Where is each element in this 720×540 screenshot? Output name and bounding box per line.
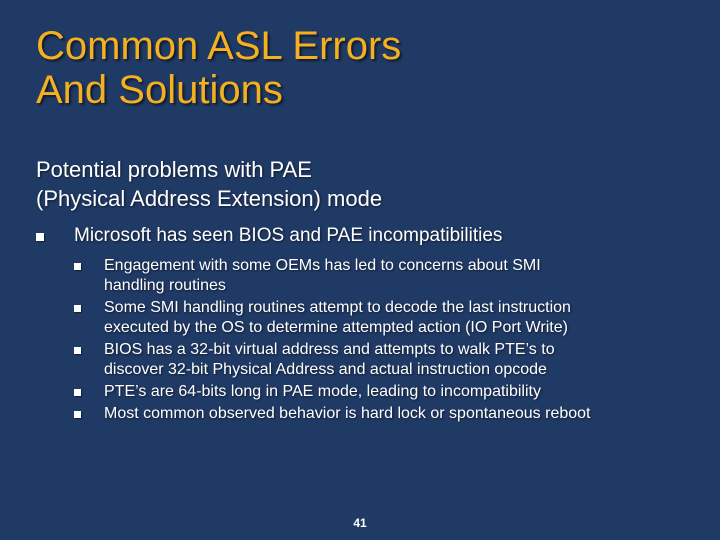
sub-bullet [74,256,714,296]
page-number: 41 [353,516,367,530]
sub-bullet-line: Engagement with some OEMs has led to concerns about SMI [104,257,541,274]
sub-bullet [74,382,714,402]
square-bullet-icon [74,263,81,270]
square-bullet-icon [36,233,44,241]
title-line-1: Common ASL Errors [36,24,402,68]
sub-bullet-line: BIOS has a 32-bit virtual address and attempts to walk PTE’s to [104,341,555,358]
main-bullet-text: Microsoft has seen BIOS and PAE incompatibilities [74,225,503,246]
square-bullet-icon [74,305,81,312]
sub-bullet-line: Most common observed behavior is hard lock or spontaneous reboot [104,405,591,422]
intro-line-1: Potential problems with PAE [36,157,312,182]
sub-bullet-line: PTE’s are 64-bits long in PAE mode, leading to incompatibility [104,383,541,400]
sub-bullet-line: handling routines [104,277,226,294]
intro-text [36,155,696,213]
sub-bullet [74,340,714,380]
sub-bullet-line: executed by the OS to determine attempted action (IO Port Write) [104,319,568,336]
title-line-2: And Solutions [36,68,283,112]
slide-title [36,24,696,112]
square-bullet-icon [74,347,81,354]
intro-line-2: (Physical Address Extension) mode [36,186,383,211]
sub-bullet [74,298,714,338]
sub-bullet-list [74,256,714,426]
square-bullet-icon [74,411,81,418]
sub-bullet-line: Some SMI handling routines attempt to decode the last instruction [104,299,571,316]
sub-bullet-line: discover 32-bit Physical Address and actual instruction opcode [104,361,547,378]
sub-bullet [74,404,714,424]
square-bullet-icon [74,389,81,396]
